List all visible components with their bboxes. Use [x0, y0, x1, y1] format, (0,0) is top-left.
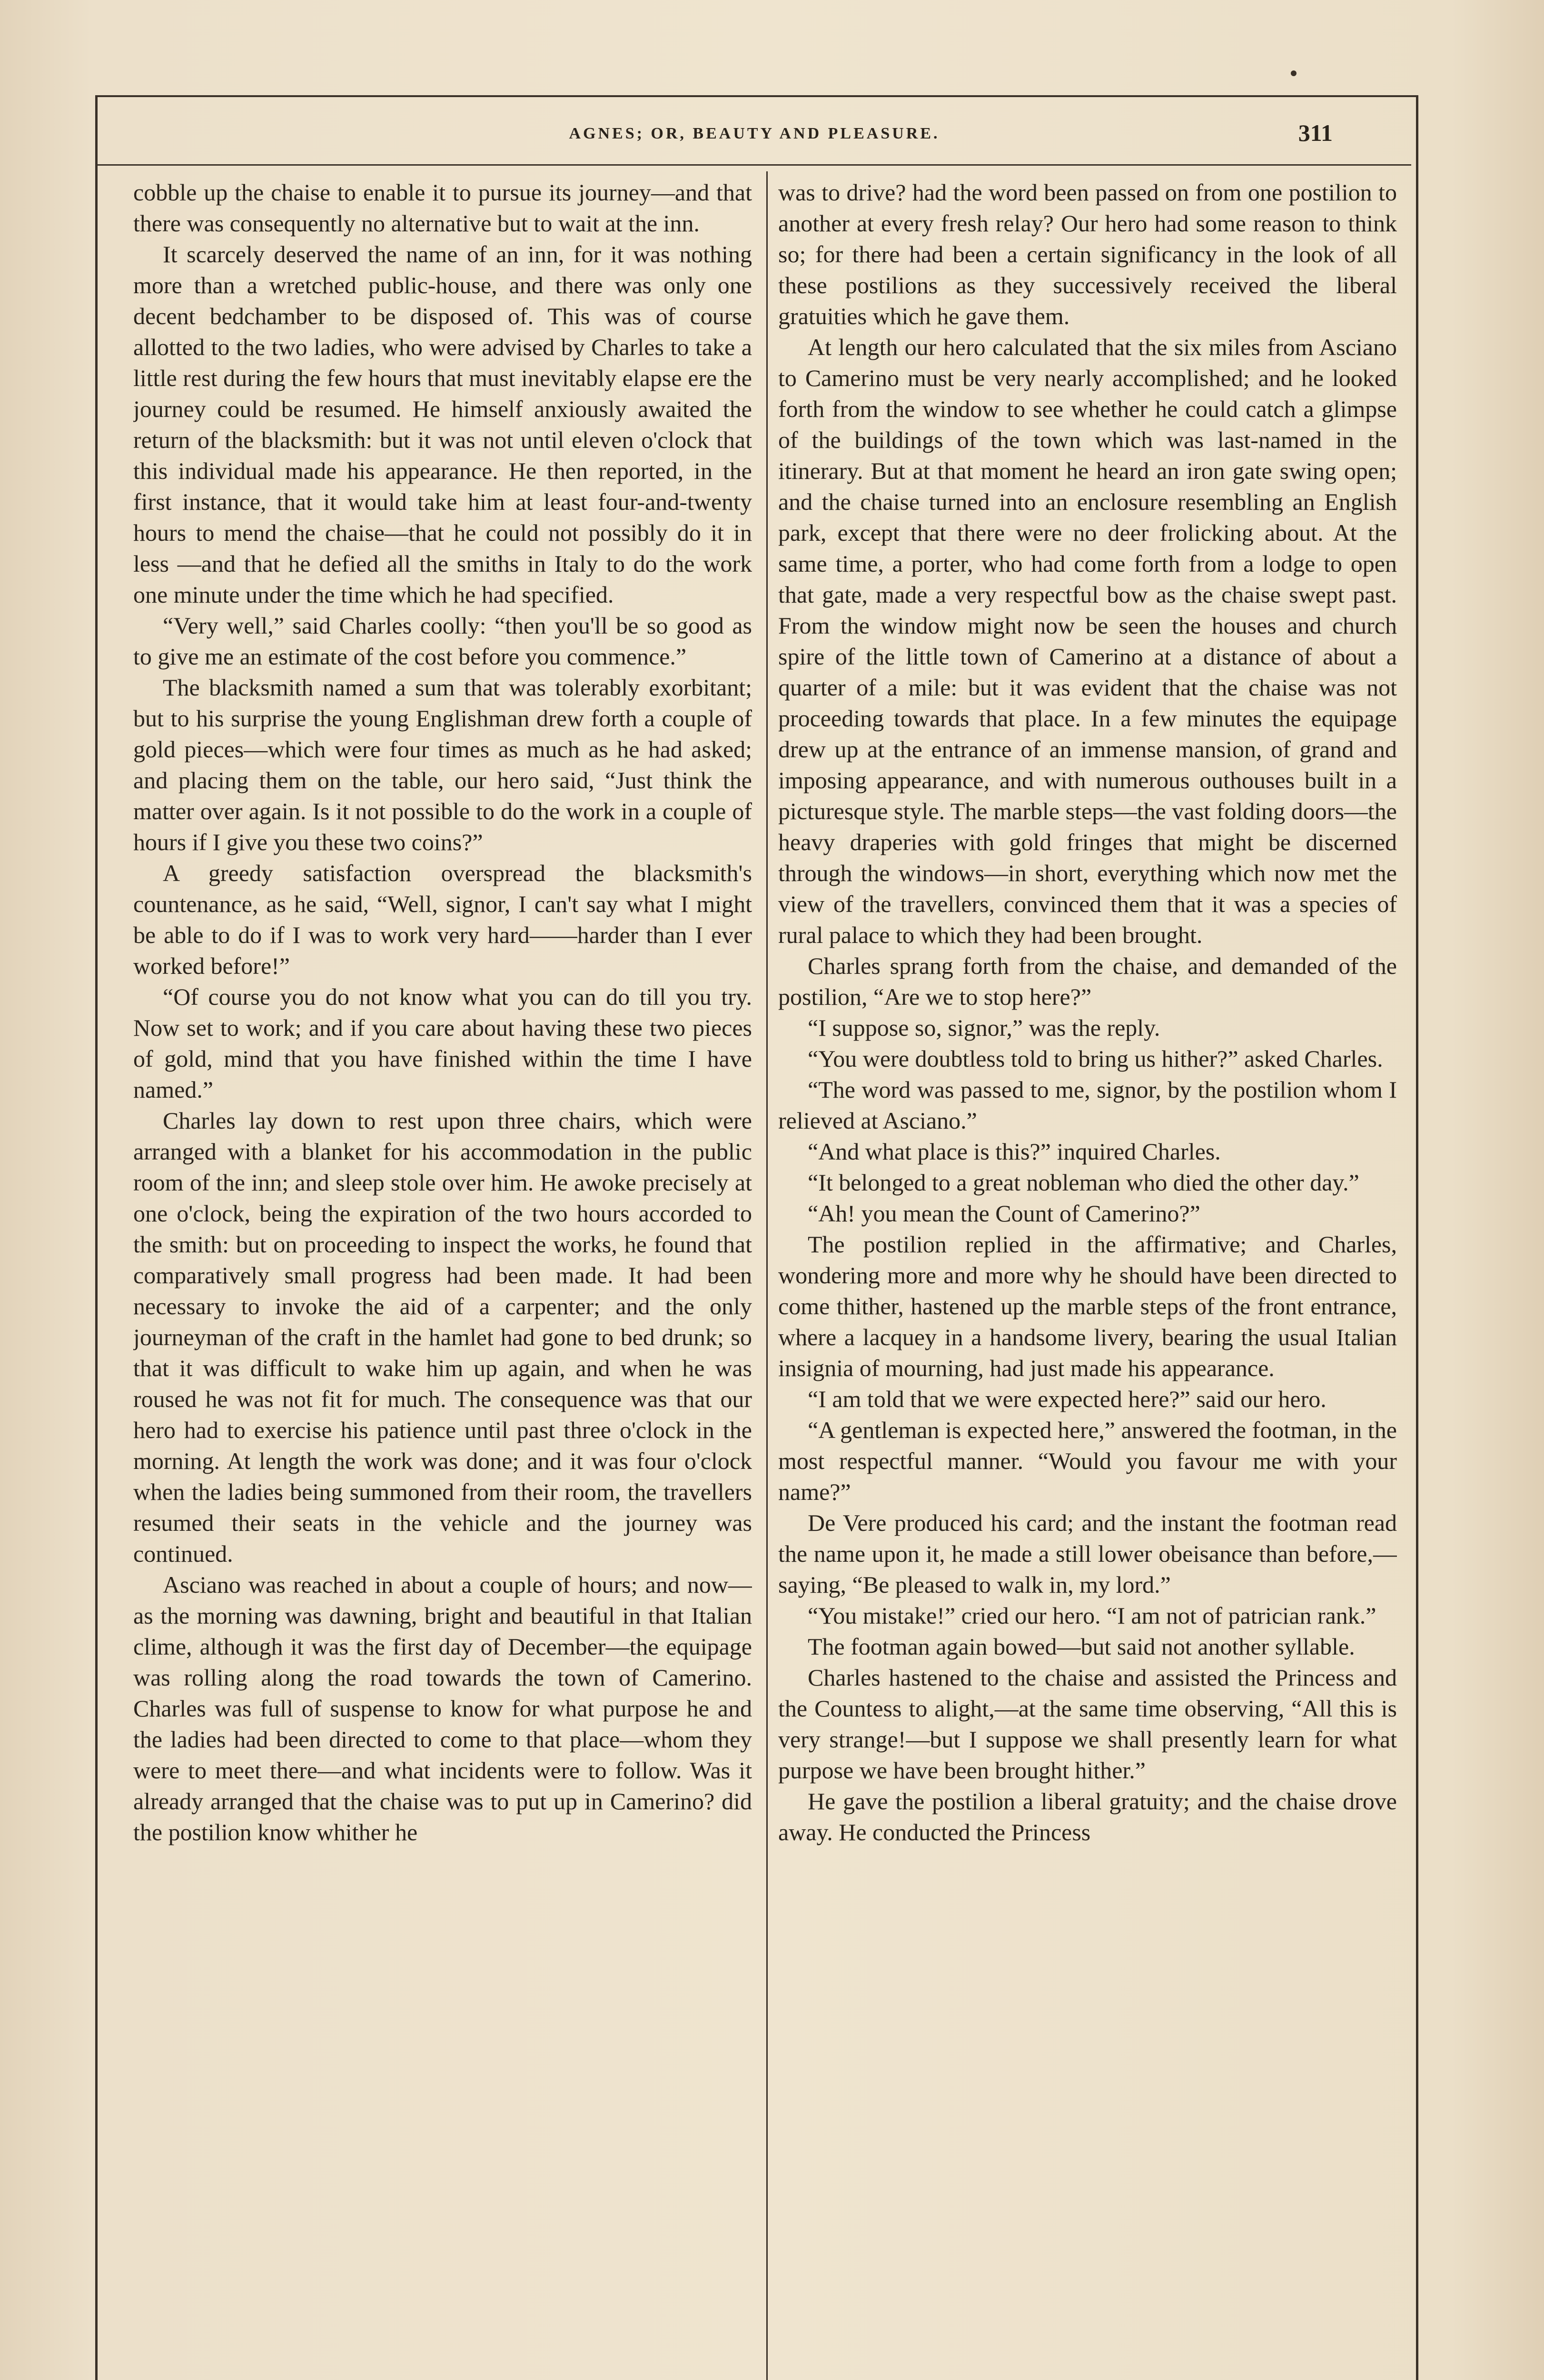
paragraph: Charles hastened to the chaise and assisted the Princess and the Countess to alight,—at the same time observing, “All this is very strange!—but I suppose we shall presently learn for what purpose we have been brought hither.”	[778, 1664, 1397, 1784]
paragraph: At length our hero calculated that the six miles from Asciano to Camerino must be very nearly accomplished; and he looked forth from the window to see whether he could catch a glimpse of the buildings of the town which was last-named in the itinerary. But at that moment he heard an iron gate swing open; and the chaise turned into an enclosure resembling an English park, except that there were no deer frolicking about. At the same time, a porter, who had come forth from a lodge to open that gate, made a very respectful bow as the chaise swept past. From the window might now be seen the houses and church spire of the little town of Camerino at a distance of about a quarter of a mile: but it was evident that the chaise was not proceeding towards that place. In a few minutes the equipage drew up at the entrance of an immense mansion, of grand and imposing appearance, and with numerous outhouses built in a picturesque style. The marble steps—the vast folding doors—the heavy draperies with gold fringes that might be discerned through the windows—in short, everything which now met the view of the travellers, convinced them that it was a species of rural palace to which they had been brought.	[778, 334, 1397, 948]
left-column	[133, 177, 752, 2380]
paragraph: The blacksmith named a sum that was tolerably exorbitant; but to his surprise the young Englishman drew forth a couple of gold pieces—which were four times as much as he had asked; and placing them on the table, our hero said, “Just think the matter over again. Is it not possible to do the work in a couple of hours if I give you these two coins?”	[133, 674, 752, 855]
paragraph: Charles sprang forth from the chaise, and demanded of the postilion, “Are we to stop here?”	[778, 952, 1397, 1010]
paragraph: De Vere produced his card; and the instant the footman read the name upon it, he made a still lower obeisance than before,—saying, “Be pleased to walk in, my lord.”	[778, 1509, 1397, 1598]
paragraph: The footman again bowed—but said not another syllable.	[808, 1633, 1355, 1660]
paragraph: “You mistake!” cried our hero. “I am not of patrician rank.”	[808, 1602, 1376, 1629]
paragraph: “The word was passed to me, signor, by the postilion whom I relieved at Asciano.”	[778, 1076, 1397, 1134]
paragraph: “And what place is this?” inquired Charles.	[808, 1138, 1221, 1165]
paragraph: He gave the postilion a liberal gratuity; and the chaise drove away. He conducted the Princess	[778, 1788, 1397, 1845]
paragraph: The postilion replied in the affirmative; and Charles, wondering more and more why he should have been directed to come thither, hastened up the marble steps of the front entrance, where a lacquey in a handsome livery, bearing the usual Italian insignia of mourning, had just made his appearance.	[778, 1231, 1397, 1381]
paragraph: “Of course you do not know what you can do till you try. Now set to work; and if you care about having these two pieces of gold, mind that you have finished within the time I have named.”	[133, 983, 752, 1103]
column-divider	[766, 171, 768, 2380]
header-rule	[98, 164, 1411, 166]
page-number: 311	[1298, 119, 1333, 146]
page-header	[98, 119, 1411, 157]
paragraph: Asciano was reached in about a couple of hours; and now—as the morning was dawning, bright and beautiful in that Italian clime, although it was the first day of December—the equipage was rolling along the road towards the town of Camerino. Charles was full of suspense to know for what purpose he and the ladies had been directed to come to that place—whom they were to meet there—and what incidents were to follow. Was it already arranged that the chaise was to put up in Camerino? did the postilion know whither he	[133, 1571, 752, 1845]
paragraph: “I suppose so, signor,” was the reply.	[808, 1014, 1160, 1041]
ink-dot	[1291, 70, 1297, 76]
paragraph: “Very well,” said Charles coolly: “then you'll be so good as to give me an estimate of the cost before you commence.”	[133, 612, 752, 670]
paragraph: “You were doubtless told to bring us hither?” asked Charles.	[808, 1045, 1383, 1072]
paragraph: was to drive? had the word been passed on from one postilion to another at every fresh relay? Our hero had some reason to think so; for there had been a certain significancy in the look of all these postilions as they successively received the liberal gratuities which he gave them.	[778, 179, 1397, 329]
paragraph: “Ah! you mean the Count of Camerino?”	[808, 1200, 1200, 1227]
paragraph: Charles lay down to rest upon three chairs, which were arranged with a blanket for his accommodation in the public room of the inn; and sleep stole over him. He awoke precisely at one o'clock, being the expiration of the two hours accorded to the smith: but on proceeding to inspect the works, he found that comparatively small progress had been made. It had been necessary to invoke the aid of a carpenter; and the only journeyman of the craft in the hamlet had gone to bed drunk; so that it was difficult to wake him up again, and when he was roused he was not fit for much. The consequence was that our hero had to exercise his patience until past three o'clock in the morning. At length the work was done; and it was four o'clock when the ladies being summoned from their room, the travellers resumed their seats in the vehicle and the journey was continued.	[133, 1107, 752, 1567]
right-column	[778, 177, 1397, 2380]
paragraph: “It belonged to a great nobleman who died the other day.”	[808, 1169, 1359, 1196]
paragraph: cobble up the chaise to enable it to pursue its journey—and that there was consequently no alternative but to wait at the inn.	[133, 179, 752, 237]
running-head: AGNES; OR, BEAUTY AND PLEASURE.	[569, 125, 940, 142]
paragraph: It scarcely deserved the name of an inn, for it was nothing more than a wretched public-house, and there was only one decent bedchamber to be disposed of. This was of course allotted to the two ladies, who were advised by Charles to take a little rest during the few hours that must inevitably elapse ere the journey could be resumed. He himself anxiously awaited the return of the blacksmith: but it was not until eleven o'clock that this individual made his appearance. He then reported, in the first instance, that it would take him at least four-and-twenty hours to mend the chaise—that he could not possibly do it in less —and that he defied all the smiths in Italy to do the work one minute under the time which he had specified.	[133, 241, 752, 608]
paragraph: “I am told that we were expected here?” said our hero.	[808, 1386, 1326, 1412]
paragraph: “A gentleman is expected here,” answered the footman, in the most respectful manner. “Would you favour me with your name?”	[778, 1417, 1397, 1505]
paragraph: A greedy satisfaction overspread the blacksmith's countenance, as he said, “Well, signor, I can't say what I might be able to do if I was to work very hard——harder than I ever worked before!”	[133, 860, 752, 979]
